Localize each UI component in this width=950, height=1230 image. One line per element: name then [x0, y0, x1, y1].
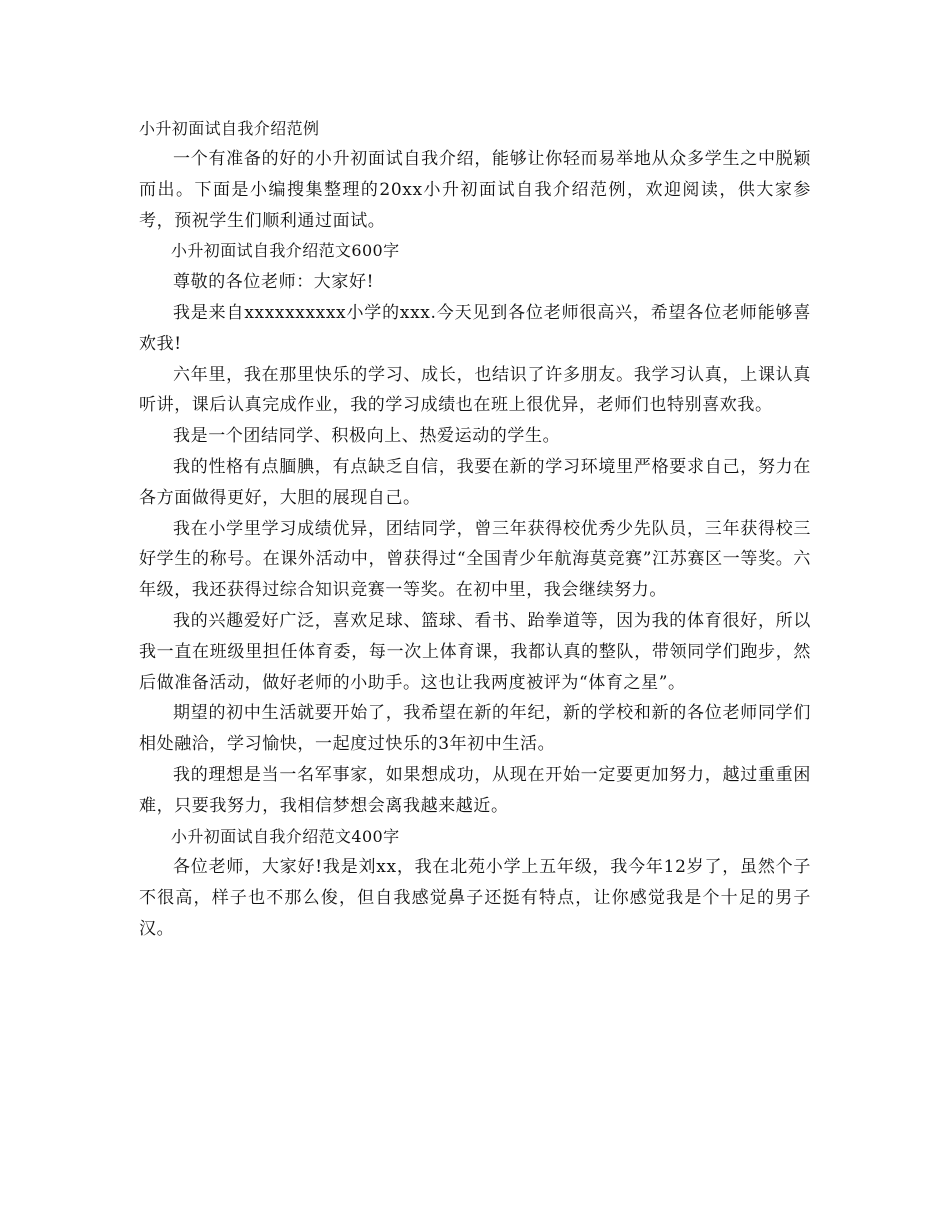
body-paragraph: 我的理想是当一名军事家，如果想成功，从现在开始一定要更加努力，越过重重困难，只要我努力，我相信梦想会离我越来越近。 — [139, 764, 811, 816]
body-paragraph: 我是一个团结同学、积极向上、热爱运动的学生。 — [173, 426, 561, 447]
body-paragraph: 我在小学里学习成绩优异，团结同学，曾三年获得校优秀少先队员，三年获得校三好学生的称号。在课外活动中，曾获得过“全国青少年航海莫竞赛”江苏赛区一等奖。六年级，我还获得过综合知识竞赛一等奖。在初中里，我会继续努力。 — [139, 518, 811, 601]
body-paragraph: 我是来自xxxxxxxxxx小学的xxx.今天见到各位老师很高兴，希望各位老师能够喜欢我! — [139, 302, 811, 354]
intro-paragraph: 一个有准备的好的小升初面试自我介绍，能够让你轻而易举地从众多学生之中脱颖而出。下面是小编搜集整理的20xx小升初面试自我介绍范例，欢迎阅读，供大家参考，预祝学生们顺利通过面试。 — [139, 149, 811, 231]
body-paragraph: 各位老师，大家好!我是刘xx，我在北苑小学上五年级，我今年12岁了，虽然个子不很高，样子也不那么俊，但自我感觉鼻子还挺有特点，让你感觉我是个十足的男子汉。 — [139, 857, 811, 939]
body-paragraph: 期望的初中生活就要开始了，我希望在新的年纪，新的学校和新的各位老师同学们相处融洽，学习愉快，一起度过快乐的3年初中生活。 — [139, 703, 811, 755]
section-heading-400: 小升初面试自我介绍范文400字 — [171, 826, 400, 846]
document-title: 小升初面试自我介绍范例 — [139, 119, 320, 138]
body-paragraph: 我的兴趣爱好广泛，喜欢足球、篮球、看书、跆拳道等，因为我的体育很好，所以我一直在班级里担任体育委，每一次上体育课，我都认真的整队，带领同学们跑步，然后做准备活动，做好老师的小助手。这也让我两度被评为“体育之星”。 — [139, 610, 811, 693]
body-paragraph: 六年里，我在那里快乐的学习、成长，也结识了许多朋友。我学习认真，上课认真听讲，课后认真完成作业，我的学习成绩也在班上很优异，老师们也特别喜欢我。 — [139, 364, 811, 416]
document-page — [139, 114, 811, 945]
section-heading-600: 小升初面试自我介绍范文600字 — [171, 241, 400, 261]
greeting-paragraph: 尊敬的各位老师：大家好! — [173, 272, 375, 293]
body-paragraph: 我的性格有点腼腆，有点缺乏自信，我要在新的学习环境里严格要求自己，努力在各方面做得更好，大胆的展现自己。 — [139, 456, 811, 508]
